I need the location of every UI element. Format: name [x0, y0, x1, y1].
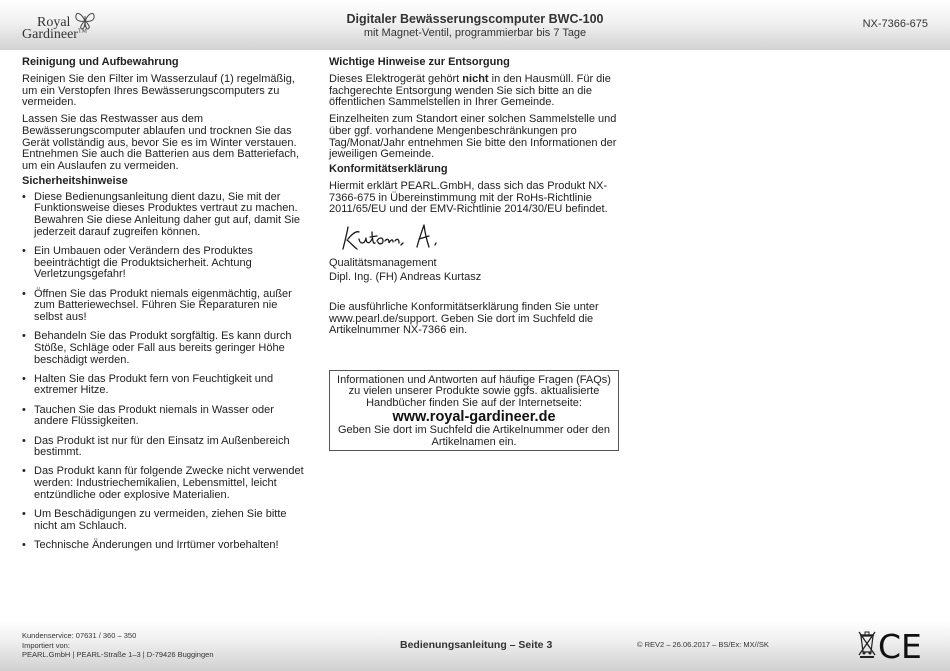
- logo-text-gardineer: Gardineer™: [22, 27, 87, 42]
- page-number: Bedienungsanleitung – Seite 3: [400, 639, 553, 651]
- ce-mark-text: CE: [878, 631, 922, 661]
- conformity-paragraph: Hiermit erklärt PEARL.GmbH, dass sich das Produkt NX-7366-675 in Übereinstimmung mit der RoHs-Richtlinie 2011/65/EU und der EMV-Richtlinie 2014/30/EU befindet.: [329, 179, 608, 216]
- list-item: • Das Produkt ist nur für den Einsatz im Außenbereich bestimmt.: [22, 436, 309, 459]
- disposal-heading: Wichtige Hinweise zur Entsorgung: [329, 56, 510, 68]
- emphasis-nicht: nicht: [462, 73, 489, 85]
- page-header: [0, 0, 950, 50]
- website-link[interactable]: www.royal-gardineer.de: [392, 409, 556, 426]
- cleaning-paragraph-2: Lassen Sie das Restwasser aus dem Bewässerungscomputer ablaufen und trocknen Sie das Gerät vollständig aus, bevor Sie es im Winter verstauen. Entnehmen Sie auch die Batterien aus dem Batteriefach, um ein Auslaufen zu vermeiden.: [22, 113, 300, 172]
- weee-bin-icon: [858, 630, 876, 658]
- conformity-more-info: Die ausführliche Konformitätserklärung finden Sie unter www.pearl.de/support. Geben Sie dort im Suchfeld die Artikelnummer NX-7366 ein.: [329, 301, 599, 337]
- list-item: • Halten Sie das Produkt fern von Feuchtigkeit und extremer Hitze.: [22, 374, 309, 397]
- safety-list: [22, 192, 309, 552]
- faq-info-box: [329, 370, 619, 451]
- infobox-hint: Geben Sie dort im Suchfeld die Artikelnummer oder den Artikelnamen ein.: [337, 424, 611, 448]
- quality-management: [329, 257, 621, 284]
- footer-contact: [22, 631, 214, 660]
- qm-role: Qualitätsmanagement: [329, 257, 437, 269]
- cleaning-paragraph-1: Reinigen Sie den Filter im Wasserzulauf (1) regelmäßig, um ein Verstopfen Ihres Bewässerungscomputers zu vermeiden.: [22, 73, 295, 109]
- right-column: [329, 56, 621, 216]
- disposal-paragraph-2: Einzelheiten zum Standort einer solchen Sammelstelle und über ggf. vorhandene Mengenbeschränkungen pro Tag/Monat/Jahr entnehmen Sie bitte den Informationen der jeweiligen Gemeinde.: [329, 113, 617, 161]
- importer-label: Importiert von:: [22, 640, 70, 650]
- list-item: • Öffnen Sie das Produkt niemals eigenmächtig, außer zum Batteriewechsel. Führen Sie Reparaturen nie selbst aus!: [22, 289, 309, 324]
- left-column: [22, 56, 309, 559]
- logo-text-royal: Royal: [37, 15, 71, 30]
- cleaning-heading: Reinigung und Aufbewahrung: [22, 56, 179, 68]
- list-item: • Tauchen Sie das Produkt niemals in Wasser oder andere Flüssigkeiten.: [22, 405, 309, 428]
- conformity-heading: Konformitätserklärung: [329, 162, 448, 175]
- list-item: • Das Produkt kann für folgende Zwecke nicht verwendet werden: Industriechemikalien, Lebensmittel, leicht entzündliche oder explosive Materialien.: [22, 466, 309, 501]
- document-subtitle: mit Magnet-Ventil, programmierbar bis 7 Tage: [363, 27, 587, 39]
- document-title: Digitaler Bewässerungscomputer BWC-100: [346, 12, 604, 26]
- list-item: • Technische Änderungen und Irrtümer vorbehalten!: [22, 540, 309, 552]
- signature-image: [339, 223, 449, 253]
- list-item: • Behandeln Sie das Produkt sorgfältig. Es kann durch Stöße, Schläge oder Fall aus bereits geringer Höhe beschädigt werden.: [22, 331, 309, 366]
- list-item: • Ein Umbauen oder Verändern des Produktes beeinträchtigt die Produktsicherheit. Achtung Verletzungsgefahr!: [22, 246, 309, 281]
- infobox-text: Informationen und Antworten auf häufige Fragen (FAQs) zu vielen unserer Produkte sowie ggfs. aktualisierte Handbücher finden Sie auf der Internetseite:: [337, 374, 611, 409]
- logo-trademark: TM: [77, 28, 87, 35]
- product-code: NX-7366-675: [862, 18, 928, 30]
- list-item: • Diese Bedienungsanleitung dient dazu, Sie mit der Funktionsweise dieses Produktes vertraut zu machen. Bewahren Sie diese Anleitung daher gut auf, damit Sie jederzeit darauf zugreifen können.: [22, 192, 309, 239]
- revision-info: © REV2 – 26.06.2017 – BS/Ex: MX//SK: [637, 640, 769, 649]
- page-footer: [0, 620, 950, 671]
- ce-mark-icon: [878, 631, 930, 661]
- list-item: • Um Beschädigungen zu vermeiden, ziehen Sie bitte nicht am Schlauch.: [22, 509, 309, 532]
- qm-name: Dipl. Ing. (FH) Andreas Kurtasz: [329, 270, 482, 283]
- importer-address: PEARL.GmbH | PEARL-Straße 1–3 | D-79426 Buggingen: [22, 650, 214, 659]
- disposal-paragraph-1: Dieses Elektrogerät gehört nicht in den Hausmüll. Für die fachgerechte Entsorgung wenden Sie sich bitte an die öffentlichen Sammelstellen in Ihrer Gemeinde.: [329, 73, 611, 109]
- customer-service: Kundenservice: 07631 / 360 – 350: [22, 631, 137, 640]
- safety-heading: Sicherheitshinweise: [22, 174, 128, 187]
